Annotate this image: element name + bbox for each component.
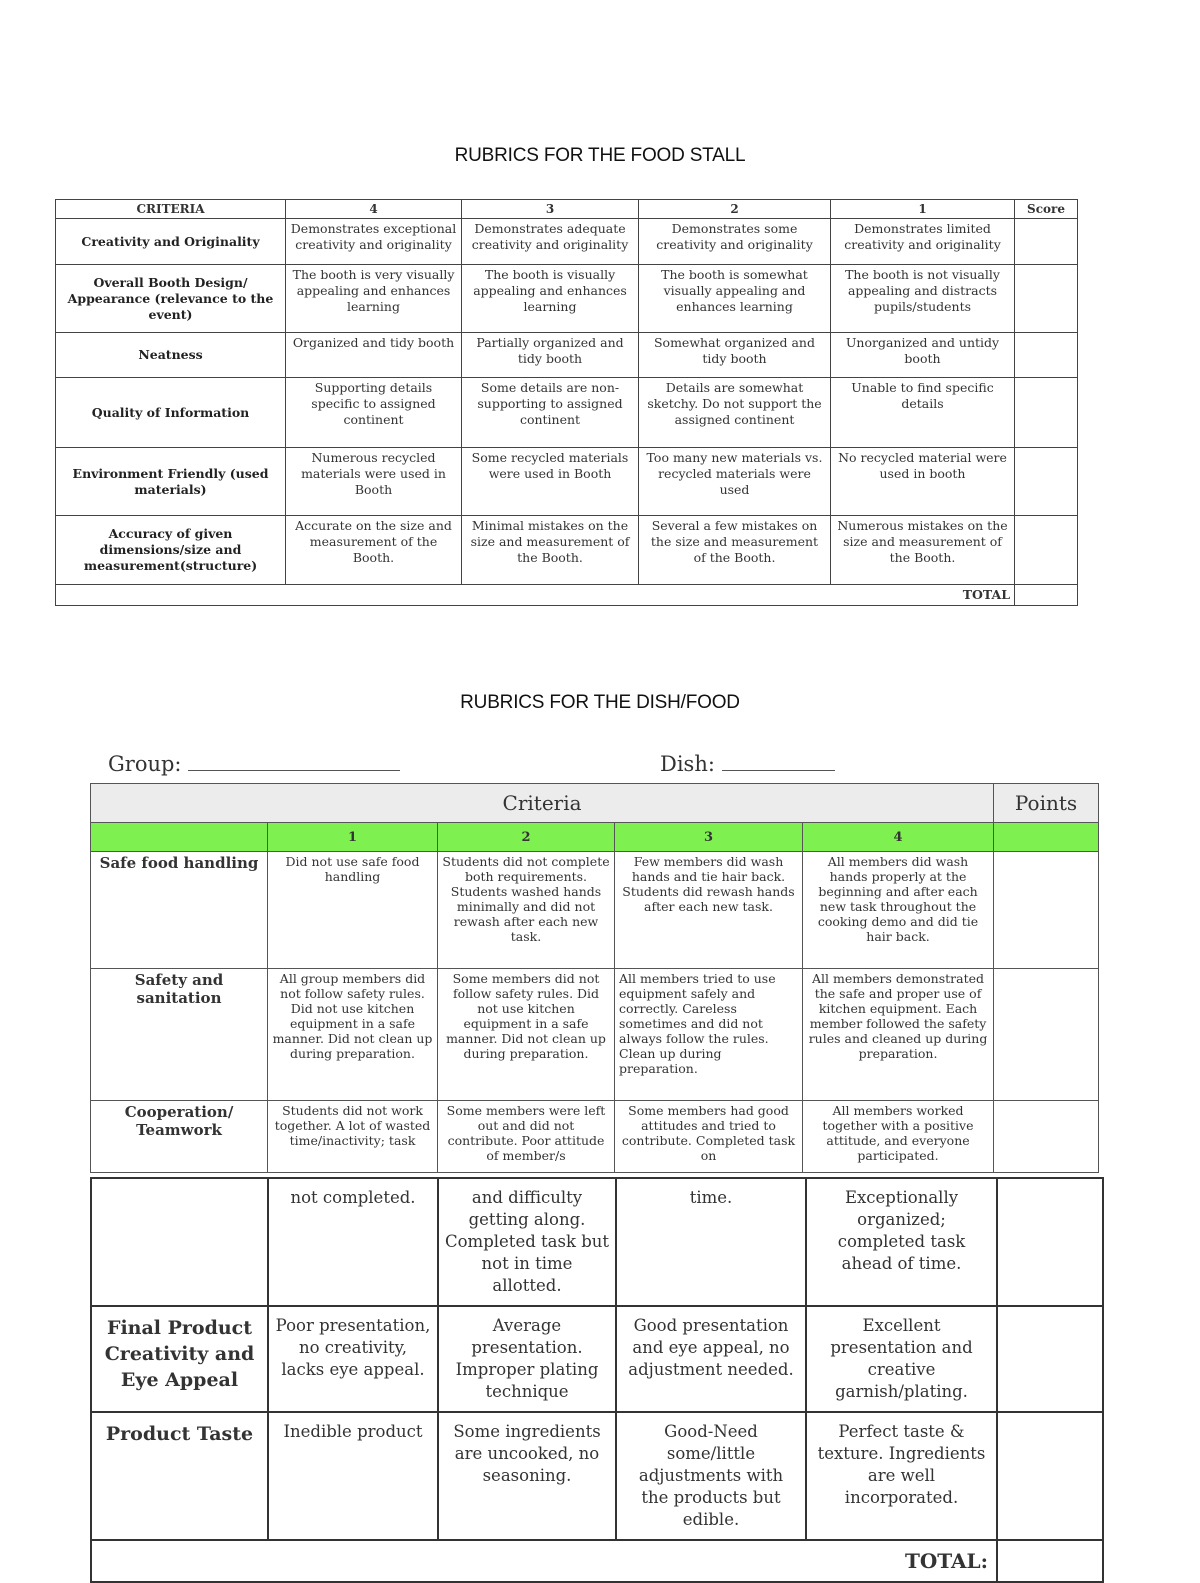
points-cell[interactable] xyxy=(994,969,1099,1101)
criteria-cell: Safety and sanitation xyxy=(91,969,268,1101)
rubric-cell: Demonstrates limited creativity and originality xyxy=(831,219,1015,265)
rubric-cell: time. xyxy=(616,1178,806,1306)
level-header-4: 4 xyxy=(803,823,994,852)
total-row xyxy=(56,585,1078,606)
points-cell[interactable] xyxy=(997,1306,1103,1412)
points-header: Points xyxy=(994,784,1099,823)
rubric-cell: All group members did not follow safety rules. Did not use kitchen equipment in a safe manner. Did not clean up during preparation. xyxy=(268,969,438,1101)
rubric-cell: Some members did not follow safety rules. Did not use kitchen equipment in a safe manner. Did not clean up during preparation. xyxy=(438,969,615,1101)
rubric-cell: not completed. xyxy=(268,1178,438,1306)
criteria-cell: Final Product Creativity and Eye Appeal xyxy=(91,1306,268,1412)
rubric-cell: All members did wash hands properly at the beginning and after each new task throughout the cooking demo and did tie hair back. xyxy=(803,852,994,969)
criteria-cell: Environment Friendly (used materials) xyxy=(56,448,286,516)
rubric-cell: Some recycled materials were used in Booth xyxy=(462,448,639,516)
rubric-cell: Unable to find specific details xyxy=(831,378,1015,448)
points-cell[interactable] xyxy=(997,1178,1103,1306)
rubric-cell: The booth is very visually appealing and enhances learning xyxy=(286,265,462,333)
points-cell[interactable] xyxy=(994,1101,1099,1173)
header-level-3: 3 xyxy=(462,200,639,219)
level-header-3: 3 xyxy=(615,823,803,852)
rubric-cell: Students did not work together. A lot of wasted time/inactivity; task xyxy=(268,1101,438,1173)
header-score: Score xyxy=(1015,200,1078,219)
level-header-1: 1 xyxy=(268,823,438,852)
rubric-cell: Details are somewhat sketchy. Do not support the assigned continent xyxy=(639,378,831,448)
rubric-cell: Some details are non-supporting to assigned continent xyxy=(462,378,639,448)
criteria-header: Criteria xyxy=(91,784,994,823)
group-field[interactable] xyxy=(108,752,400,776)
rubric-cell: Accurate on the size and measurement of the Booth. xyxy=(286,516,462,585)
level-header-2: 2 xyxy=(438,823,615,852)
criteria-cell: Creativity and Originality xyxy=(56,219,286,265)
rubric-cell: Partially organized and tidy booth xyxy=(462,333,639,378)
rubric-cell: Organized and tidy booth xyxy=(286,333,462,378)
table-row xyxy=(56,265,1078,333)
rubric-cell: Unorganized and untidy booth xyxy=(831,333,1015,378)
points-cell[interactable] xyxy=(997,1412,1103,1540)
rubric-cell: The booth is not visually appealing and distracts pupils/students xyxy=(831,265,1015,333)
rubric-cell: Good-Need some/little adjustments with the products but edible. xyxy=(616,1412,806,1540)
dish-rubric-table-top xyxy=(90,783,1099,1173)
rubric-cell: Poor presentation, no creativity, lacks eye appeal. xyxy=(268,1306,438,1412)
dish-field[interactable] xyxy=(660,752,835,776)
table-row xyxy=(56,448,1078,516)
rubric-cell: Students did not complete both requirements. Students washed hands minimally and did not rewash after each new task. xyxy=(438,852,615,969)
score-cell[interactable] xyxy=(1015,333,1078,378)
criteria-cell: Quality of Information xyxy=(56,378,286,448)
points-cell[interactable] xyxy=(994,852,1099,969)
rubric-cell: Several a few mistakes on the size and measurement of the Booth. xyxy=(639,516,831,585)
group-label: Group: xyxy=(108,752,182,776)
rubric-cell: Demonstrates exceptional creativity and originality xyxy=(286,219,462,265)
criteria-cell: Neatness xyxy=(56,333,286,378)
total-label: TOTAL: xyxy=(91,1540,997,1582)
level-header-blank xyxy=(91,823,268,852)
table-row xyxy=(56,378,1078,448)
rubric-cell: Some ingredients are uncooked, no seasoning. xyxy=(438,1412,616,1540)
rubric-cell: Did not use safe food handling xyxy=(268,852,438,969)
rubric-cell: Numerous mistakes on the size and measurement of the Booth. xyxy=(831,516,1015,585)
criteria-cell: Cooperation/ Teamwork xyxy=(91,1101,268,1173)
total-label: TOTAL xyxy=(56,585,1015,606)
table-row xyxy=(56,516,1078,585)
score-cell[interactable] xyxy=(1015,448,1078,516)
criteria-cell: Overall Booth Design/ Appearance (relevance to the event) xyxy=(56,265,286,333)
dish-rubric-table-bottom xyxy=(90,1177,1104,1583)
rubric-cell: Somewhat organized and tidy booth xyxy=(639,333,831,378)
rubric-cell: No recycled material were used in booth xyxy=(831,448,1015,516)
rubric-cell: The booth is somewhat visually appealing and enhances learning xyxy=(639,265,831,333)
level-header-points xyxy=(994,823,1099,852)
rubric-cell: All members worked together with a positive attitude, and everyone participated. xyxy=(803,1101,994,1173)
level-header-row xyxy=(91,823,1099,852)
criteria-cell: Accuracy of given dimensions/size and measurement(structure) xyxy=(56,516,286,585)
rubric-cell: Exceptionally organized; completed task ahead of time. xyxy=(806,1178,997,1306)
header-criteria: CRITERIA xyxy=(56,200,286,219)
rubric-cell: Supporting details specific to assigned continent xyxy=(286,378,462,448)
table-header-row xyxy=(56,200,1078,219)
table-row xyxy=(91,1306,1103,1412)
rubric-cell: Inedible product xyxy=(268,1412,438,1540)
dish-blank-line[interactable] xyxy=(722,752,835,771)
group-blank-line[interactable] xyxy=(188,752,400,771)
rubric-cell: Too many new materials vs. recycled materials were used xyxy=(639,448,831,516)
dish-label: Dish: xyxy=(660,752,715,776)
table-row xyxy=(91,969,1099,1101)
table-row xyxy=(91,1101,1099,1173)
criteria-header-row xyxy=(91,784,1099,823)
food-stall-rubric-table xyxy=(55,199,1078,606)
rubric-cell: Some members were left out and did not contribute. Poor attitude of member/s xyxy=(438,1101,615,1173)
score-cell[interactable] xyxy=(1015,516,1078,585)
rubric-cell: Few members did wash hands and tie hair back. Students did rewash hands after each new task. xyxy=(615,852,803,969)
table-row xyxy=(91,852,1099,969)
score-cell[interactable] xyxy=(1015,219,1078,265)
header-level-2: 2 xyxy=(639,200,831,219)
table-row xyxy=(91,1178,1103,1306)
header-level-4: 4 xyxy=(286,200,462,219)
rubric-cell: Minimal mistakes on the size and measurement of the Booth. xyxy=(462,516,639,585)
table-row xyxy=(56,333,1078,378)
food-stall-title: RUBRICS FOR THE FOOD STALL xyxy=(454,145,746,166)
rubric-cell: Excellent presentation and creative garnish/plating. xyxy=(806,1306,997,1412)
rubric-cell: Perfect taste & texture. Ingredients are well incorporated. xyxy=(806,1412,997,1540)
rubric-cell: Demonstrates some creativity and originality xyxy=(639,219,831,265)
rubric-cell: All members tried to use equipment safely and correctly. Careless sometimes and did not always follow the rules. Clean up during preparation. xyxy=(615,969,803,1101)
rubric-cell: Some members had good attitudes and tried to contribute. Completed task on xyxy=(615,1101,803,1173)
total-score-cell[interactable] xyxy=(1015,585,1078,606)
criteria-cell xyxy=(91,1178,268,1306)
score-cell[interactable] xyxy=(1015,378,1078,448)
rubric-cell: All members demonstrated the safe and proper use of kitchen equipment. Each member followed the safety rules and cleaned up during preparation. xyxy=(803,969,994,1101)
rubric-cell: Average presentation. Improper plating technique xyxy=(438,1306,616,1412)
rubric-cell: Good presentation and eye appeal, no adjustment needed. xyxy=(616,1306,806,1412)
rubric-cell: and difficulty getting along. Completed task but not in time allotted. xyxy=(438,1178,616,1306)
header-level-1: 1 xyxy=(831,200,1015,219)
criteria-cell: Product Taste xyxy=(91,1412,268,1540)
rubric-cell: Demonstrates adequate creativity and originality xyxy=(462,219,639,265)
criteria-cell: Safe food handling xyxy=(91,852,268,969)
total-points-cell[interactable] xyxy=(997,1540,1103,1582)
rubric-cell: The booth is visually appealing and enhances learning xyxy=(462,265,639,333)
score-cell[interactable] xyxy=(1015,265,1078,333)
table-row xyxy=(56,219,1078,265)
rubric-cell: Numerous recycled materials were used in Booth xyxy=(286,448,462,516)
total-row xyxy=(91,1540,1103,1582)
table-row xyxy=(91,1412,1103,1540)
dish-title: RUBRICS FOR THE DISH/FOOD xyxy=(460,692,740,713)
